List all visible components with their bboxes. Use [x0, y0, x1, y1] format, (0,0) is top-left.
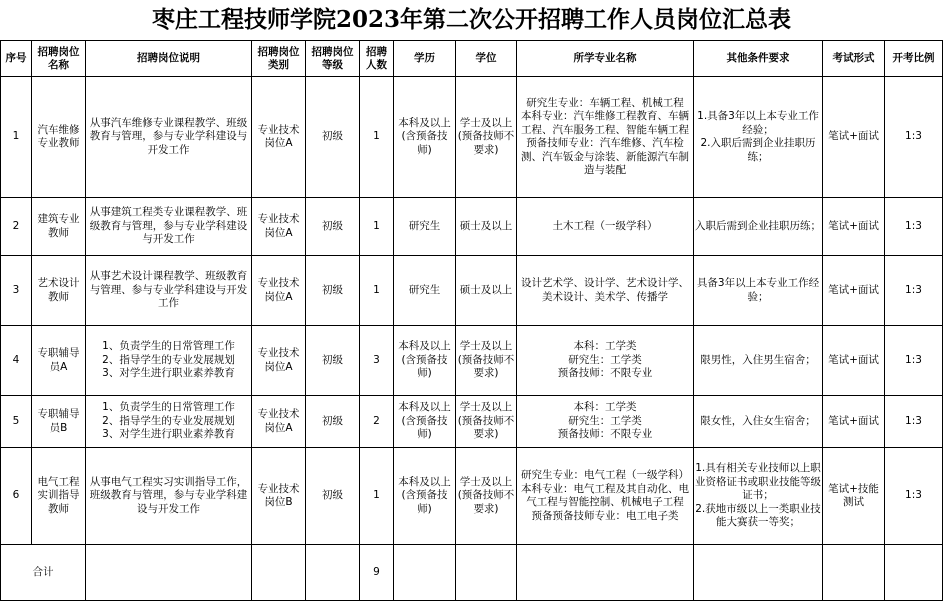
cell-position-name: 专职辅导员B	[32, 396, 86, 448]
cell-education: 研究生	[394, 198, 456, 256]
cell-description: 从事汽车维修专业课程教学、班级教育与管理，参与专业学科建设与开发工作	[86, 77, 252, 198]
major-line: 本科专业：汽车维修工程教育、车辆工程、汽车服务工程、智能车辆工程	[521, 110, 689, 136]
cell-other	[694, 198, 823, 256]
cell-category: 专业技术岗位A	[252, 77, 306, 198]
cell-category: 专业技术岗位A	[252, 256, 306, 326]
cell-ratio: 1:3	[885, 396, 943, 448]
cell-level: 初级	[306, 326, 360, 396]
cell-degree: 学士及以上(预备技师不要求)	[456, 326, 517, 396]
cell-category: 专业技术岗位B	[252, 448, 306, 545]
cell-description	[86, 396, 252, 448]
cell-description: 从事建筑工程类专业课程教学、班级教育与管理，参与专业学科建设与开发工作	[86, 198, 252, 256]
cell-degree: 硕士及以上	[456, 198, 517, 256]
major-line: 预备技师：不限专业	[557, 428, 653, 441]
cell-major	[517, 198, 694, 256]
header-position-name: 招聘岗位名称	[32, 41, 86, 77]
cell-education: 本科及以上(含预备技师)	[394, 326, 456, 396]
description-line: 3、对学生进行职业素养教育	[102, 367, 235, 380]
cell-count: 1	[360, 198, 394, 256]
cell-ratio: 1:3	[885, 326, 943, 396]
total-label: 合计	[1, 545, 86, 601]
cell-level: 初级	[306, 256, 360, 326]
cell-description: 从事艺术设计课程教学、班级教育与管理、参与专业学科建设与开发工作	[86, 256, 252, 326]
cell-count: 1	[360, 256, 394, 326]
cell-major	[517, 326, 694, 396]
cell-count: 1	[360, 77, 394, 198]
description-line: 2、指导学生的专业发展规划	[102, 414, 235, 427]
header-exam: 考试形式	[823, 41, 885, 77]
header-level: 招聘岗位等级	[306, 41, 360, 77]
empty-cell	[694, 545, 823, 601]
empty-cell	[252, 545, 306, 601]
cell-degree: 学士及以上(预备技师不要求)	[456, 448, 517, 545]
cell-education: 本科及以上(含预备技师)	[394, 77, 456, 198]
cell-exam: 笔试+面试	[823, 326, 885, 396]
other-line: 1.具有相关专业技师以上职业资格证书或职业技能等级证书；	[695, 462, 821, 502]
cell-major	[517, 448, 694, 545]
recruitment-table	[0, 40, 943, 601]
cell-seq: 2	[1, 198, 32, 256]
cell-other	[694, 326, 823, 396]
cell-education: 研究生	[394, 256, 456, 326]
cell-seq: 4	[1, 326, 32, 396]
header-education: 学历	[394, 41, 456, 77]
cell-ratio: 1:3	[885, 198, 943, 256]
total-row	[1, 545, 943, 601]
cell-seq: 1	[1, 77, 32, 198]
cell-seq: 3	[1, 256, 32, 326]
major-line: 预备技师：不限专业	[557, 367, 653, 380]
cell-other	[694, 256, 823, 326]
cell-level: 初级	[306, 448, 360, 545]
header-major: 所学专业名称	[517, 41, 694, 77]
header-other: 其他条件要求	[694, 41, 823, 77]
cell-category: 专业技术岗位A	[252, 396, 306, 448]
table-row	[1, 326, 943, 396]
cell-other	[694, 77, 823, 198]
cell-major	[517, 77, 694, 198]
page-title: 枣庄工程技师学院2023年第二次公开招聘工作人员岗位汇总表	[151, 6, 791, 33]
cell-ratio: 1:3	[885, 77, 943, 198]
major-line: 本科：工学类	[573, 401, 637, 414]
header-degree: 学位	[456, 41, 517, 77]
cell-education: 本科及以上(含预备技师)	[394, 396, 456, 448]
other-line: 具备3年以上本专业工作经验；	[696, 277, 820, 303]
cell-level: 初级	[306, 396, 360, 448]
cell-count: 2	[360, 396, 394, 448]
other-line: 限女性，入住女生宿舍；	[700, 414, 816, 427]
cell-exam: 笔试+面试	[823, 396, 885, 448]
major-line: 研究生专业：电气工程（一级学科）	[521, 469, 689, 481]
empty-cell	[823, 545, 885, 601]
table-row	[1, 77, 943, 198]
cell-other	[694, 448, 823, 545]
cell-major	[517, 396, 694, 448]
cell-degree: 硕士及以上	[456, 256, 517, 326]
cell-description	[86, 326, 252, 396]
cell-ratio: 1:3	[885, 256, 943, 326]
cell-education: 本科及以上(含预备技师)	[394, 448, 456, 545]
cell-position-name: 电气工程实训指导教师	[32, 448, 86, 545]
major-line: 研究生：工学类	[568, 353, 642, 366]
cell-position-name: 汽车维修专业教师	[32, 77, 86, 198]
major-line: 预备技师专业：汽车维修、汽车检测、汽车钣金与涂装、新能源汽车制造与装配	[521, 137, 689, 176]
cell-degree: 学士及以上(预备技师不要求)	[456, 77, 517, 198]
other-line: 2.入职后需到企业挂职历练；	[700, 137, 816, 163]
description-line: 1、负责学生的日常管理工作	[102, 340, 235, 353]
table-row	[1, 198, 943, 256]
header-count: 招聘人数	[360, 41, 394, 77]
major-line: 本科专业：电气工程及其自动化、电气工程与智能控制、机械电子工程	[521, 482, 689, 508]
major-line: 预备预备技师专业：电工电子类	[531, 509, 679, 522]
cell-exam: 笔试+面试	[823, 256, 885, 326]
empty-cell	[394, 545, 456, 601]
major-line: 土木工程（一级学科）	[552, 219, 658, 232]
description-line: 3、对学生进行职业素养教育	[102, 428, 235, 441]
cell-position-name: 建筑专业教师	[32, 198, 86, 256]
cell-other	[694, 396, 823, 448]
major-line: 研究生专业：车辆工程、机械工程	[526, 96, 684, 109]
cell-position-name: 专职辅导员A	[32, 326, 86, 396]
major-line: 设计艺术学、设计学、艺术设计学、美术设计、美术学、传播学	[521, 277, 689, 303]
table-row	[1, 256, 943, 326]
cell-level: 初级	[306, 77, 360, 198]
cell-degree: 学士及以上(预备技师不要求)	[456, 396, 517, 448]
other-line: 入职后需到企业挂职历练；	[695, 219, 821, 232]
cell-description: 从事电气工程实习实训指导工作，班级教育与管理，参与专业学科建设与开发工作	[86, 448, 252, 545]
empty-cell	[456, 545, 517, 601]
other-line: 2.获地市级以上一类职业技能大赛获一等奖；	[695, 502, 821, 529]
cell-ratio: 1:3	[885, 448, 943, 545]
description-line: 1、负责学生的日常管理工作	[102, 401, 235, 414]
cell-category: 专业技术岗位A	[252, 198, 306, 256]
other-line: 1.具备3年以上本专业工作经验；	[697, 110, 819, 136]
header-ratio: 开考比例	[885, 41, 943, 77]
empty-cell	[517, 545, 694, 601]
empty-cell	[86, 545, 252, 601]
cell-position-name: 艺术设计教师	[32, 256, 86, 326]
cell-level: 初级	[306, 198, 360, 256]
total-count: 9	[360, 545, 394, 601]
cell-major	[517, 256, 694, 326]
major-line: 研究生：工学类	[568, 414, 642, 427]
cell-count: 3	[360, 326, 394, 396]
table-header-row	[1, 41, 943, 77]
empty-cell	[306, 545, 360, 601]
cell-exam: 笔试+面试	[823, 198, 885, 256]
cell-exam: 笔试+面试	[823, 77, 885, 198]
header-description: 招聘岗位说明	[86, 41, 252, 77]
cell-seq: 5	[1, 396, 32, 448]
table-row	[1, 396, 943, 448]
empty-cell	[885, 545, 943, 601]
cell-exam: 笔试+技能测试	[823, 448, 885, 545]
other-line: 限男性，入住男生宿舍；	[700, 353, 816, 366]
header-category: 招聘岗位类别	[252, 41, 306, 77]
cell-seq: 6	[1, 448, 32, 545]
description-line: 2、指导学生的专业发展规划	[102, 353, 235, 366]
major-line: 本科：工学类	[573, 340, 637, 353]
cell-count: 1	[360, 448, 394, 545]
table-row	[1, 448, 943, 545]
cell-category: 专业技术岗位A	[252, 326, 306, 396]
header-seq: 序号	[1, 41, 32, 77]
